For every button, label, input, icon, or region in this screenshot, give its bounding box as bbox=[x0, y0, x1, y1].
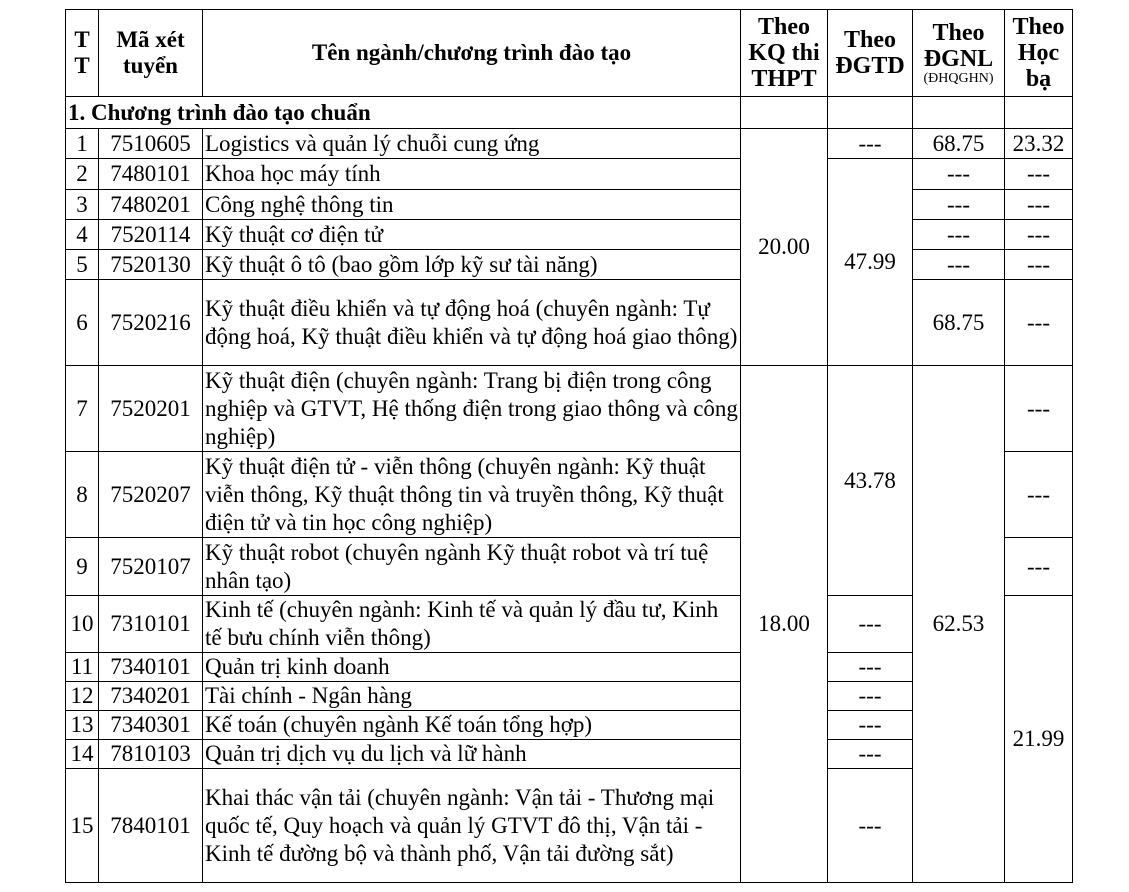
row-tt: 9 bbox=[66, 538, 99, 596]
row-tt: 6 bbox=[66, 280, 99, 366]
table-row bbox=[66, 190, 1073, 220]
row-tt: 1 bbox=[66, 129, 99, 159]
row-tt: 4 bbox=[66, 220, 99, 250]
row-ten: Kỹ thuật ô tô (bao gồm lớp kỹ sư tài năng) bbox=[203, 250, 741, 280]
score-dgtd: --- bbox=[828, 769, 913, 883]
table-row bbox=[66, 159, 1073, 190]
score-dgnl: --- bbox=[913, 190, 1005, 220]
score-dgnl: 62.53 bbox=[913, 366, 1005, 883]
row-ma: 7840101 bbox=[99, 769, 203, 883]
row-tt: 7 bbox=[66, 366, 99, 452]
row-ten: Kỹ thuật cơ điện tử bbox=[203, 220, 741, 250]
row-tt: 11 bbox=[66, 653, 99, 682]
empty-cell bbox=[913, 97, 1005, 129]
header-ma-xet-tuyen: Mã xét tuyển bbox=[99, 10, 203, 97]
header-dgnl bbox=[913, 10, 1005, 97]
row-ma: 7520201 bbox=[99, 366, 203, 452]
row-tt: 13 bbox=[66, 711, 99, 740]
score-hoc-ba: --- bbox=[1005, 280, 1073, 366]
header-hoc-ba: Theo Học bạ bbox=[1005, 10, 1073, 97]
row-ten: Kinh tế (chuyên ngành: Kinh tế và quản lý đầu tư, Kinh tế bưu chính viễn thông) bbox=[203, 596, 741, 653]
header-row bbox=[66, 10, 1073, 97]
row-ten: Tài chính - Ngân hàng bbox=[203, 682, 741, 711]
score-hoc-ba: --- bbox=[1005, 366, 1073, 452]
header-dgtd: Theo ĐGTD bbox=[828, 10, 913, 97]
row-ten: Công nghệ thông tin bbox=[203, 190, 741, 220]
score-dgnl: --- bbox=[913, 159, 1005, 190]
section-title: 1. Chương trình đào tạo chuẩn bbox=[66, 97, 741, 129]
row-ma: 7520130 bbox=[99, 250, 203, 280]
row-ma: 7340301 bbox=[99, 711, 203, 740]
score-hoc-ba: --- bbox=[1005, 190, 1073, 220]
header-kq-thi-thpt: Theo KQ thi THPT bbox=[741, 10, 828, 97]
table-row bbox=[66, 129, 1073, 159]
header-tt: T T bbox=[66, 10, 99, 97]
row-ma: 7480201 bbox=[99, 190, 203, 220]
row-ten: Kỹ thuật điện tử - viễn thông (chuyên ngành: Kỹ thuật viễn thông, Kỹ thuật thông tin và truyền thông, Kỹ thuật điện tử và tin học công nghiệp) bbox=[203, 452, 741, 538]
row-tt: 2 bbox=[66, 159, 99, 190]
admission-score-table bbox=[65, 9, 1073, 883]
score-dgtd: --- bbox=[828, 596, 913, 653]
table-row bbox=[66, 250, 1073, 280]
score-hoc-ba: 23.32 bbox=[1005, 129, 1073, 159]
empty-cell bbox=[1005, 97, 1073, 129]
header-dgnl-label: Theo ĐGNL bbox=[923, 20, 994, 72]
row-ma: 7340101 bbox=[99, 653, 203, 682]
score-dgtd: 43.78 bbox=[828, 366, 913, 596]
score-dgnl: 68.75 bbox=[913, 129, 1005, 159]
row-ten: Kỹ thuật điện (chuyên ngành: Trang bị điện trong công nghiệp và GTVT, Hệ thống điện trong giao thông và công nghiệp) bbox=[203, 366, 741, 452]
row-tt: 12 bbox=[66, 682, 99, 711]
row-ten: Kế toán (chuyên ngành Kế toán tổng hợp) bbox=[203, 711, 741, 740]
row-ma: 7520216 bbox=[99, 280, 203, 366]
score-hoc-ba: --- bbox=[1005, 250, 1073, 280]
row-tt: 3 bbox=[66, 190, 99, 220]
score-thpt: 18.00 bbox=[741, 366, 828, 883]
table-row bbox=[66, 366, 1073, 452]
empty-cell bbox=[741, 97, 828, 129]
row-ten: Kỹ thuật điều khiển và tự động hoá (chuyên ngành: Tự động hoá, Kỹ thuật điều khiển và tự động hoá giao thông) bbox=[203, 280, 741, 366]
row-ma: 7340201 bbox=[99, 682, 203, 711]
row-ten: Quản trị dịch vụ du lịch và lữ hành bbox=[203, 740, 741, 769]
row-tt: 15 bbox=[66, 769, 99, 883]
score-hoc-ba: --- bbox=[1005, 452, 1073, 538]
header-ten-nganh: Tên ngành/chương trình đào tạo bbox=[203, 10, 741, 97]
score-hoc-ba: --- bbox=[1005, 220, 1073, 250]
score-dgtd: --- bbox=[828, 740, 913, 769]
row-tt: 8 bbox=[66, 452, 99, 538]
row-ma: 7480101 bbox=[99, 159, 203, 190]
row-ten: Kỹ thuật robot (chuyên ngành Kỹ thuật robot và trí tuệ nhân tạo) bbox=[203, 538, 741, 596]
section-row bbox=[66, 97, 1073, 129]
score-dgtd: 47.99 bbox=[828, 159, 913, 366]
score-hoc-ba: 21.99 bbox=[1005, 596, 1073, 883]
row-tt: 14 bbox=[66, 740, 99, 769]
score-hoc-ba: --- bbox=[1005, 159, 1073, 190]
row-ma: 7810103 bbox=[99, 740, 203, 769]
row-ten: Khoa học máy tính bbox=[203, 159, 741, 190]
score-dgnl: --- bbox=[913, 220, 1005, 250]
row-ten: Logistics và quản lý chuỗi cung ứng bbox=[203, 129, 741, 159]
score-dgnl: 68.75 bbox=[913, 280, 1005, 366]
row-ma: 7520107 bbox=[99, 538, 203, 596]
row-ten: Quản trị kinh doanh bbox=[203, 653, 741, 682]
row-ten: Khai thác vận tải (chuyên ngành: Vận tải - Thương mại quốc tế, Quy hoạch và quản lý GTVT đô thị, Vận tải - Kinh tế đường bộ và thành phố, Vận tải đường sắt) bbox=[203, 769, 741, 883]
score-hoc-ba: --- bbox=[1005, 538, 1073, 596]
row-ma: 7520114 bbox=[99, 220, 203, 250]
empty-cell bbox=[828, 97, 913, 129]
score-dgtd: --- bbox=[828, 653, 913, 682]
row-ma: 7510605 bbox=[99, 129, 203, 159]
score-thpt: 20.00 bbox=[741, 129, 828, 366]
score-dgtd: --- bbox=[828, 682, 913, 711]
score-dgnl: --- bbox=[913, 250, 1005, 280]
row-tt: 5 bbox=[66, 250, 99, 280]
score-dgtd: --- bbox=[828, 129, 913, 159]
row-ma: 7520207 bbox=[99, 452, 203, 538]
row-tt: 10 bbox=[66, 596, 99, 653]
row-ma: 7310101 bbox=[99, 596, 203, 653]
score-dgtd: --- bbox=[828, 711, 913, 740]
table-row bbox=[66, 220, 1073, 250]
header-dgnl-sub: (ĐHQGHN) bbox=[923, 71, 994, 86]
table-row bbox=[66, 280, 1073, 366]
